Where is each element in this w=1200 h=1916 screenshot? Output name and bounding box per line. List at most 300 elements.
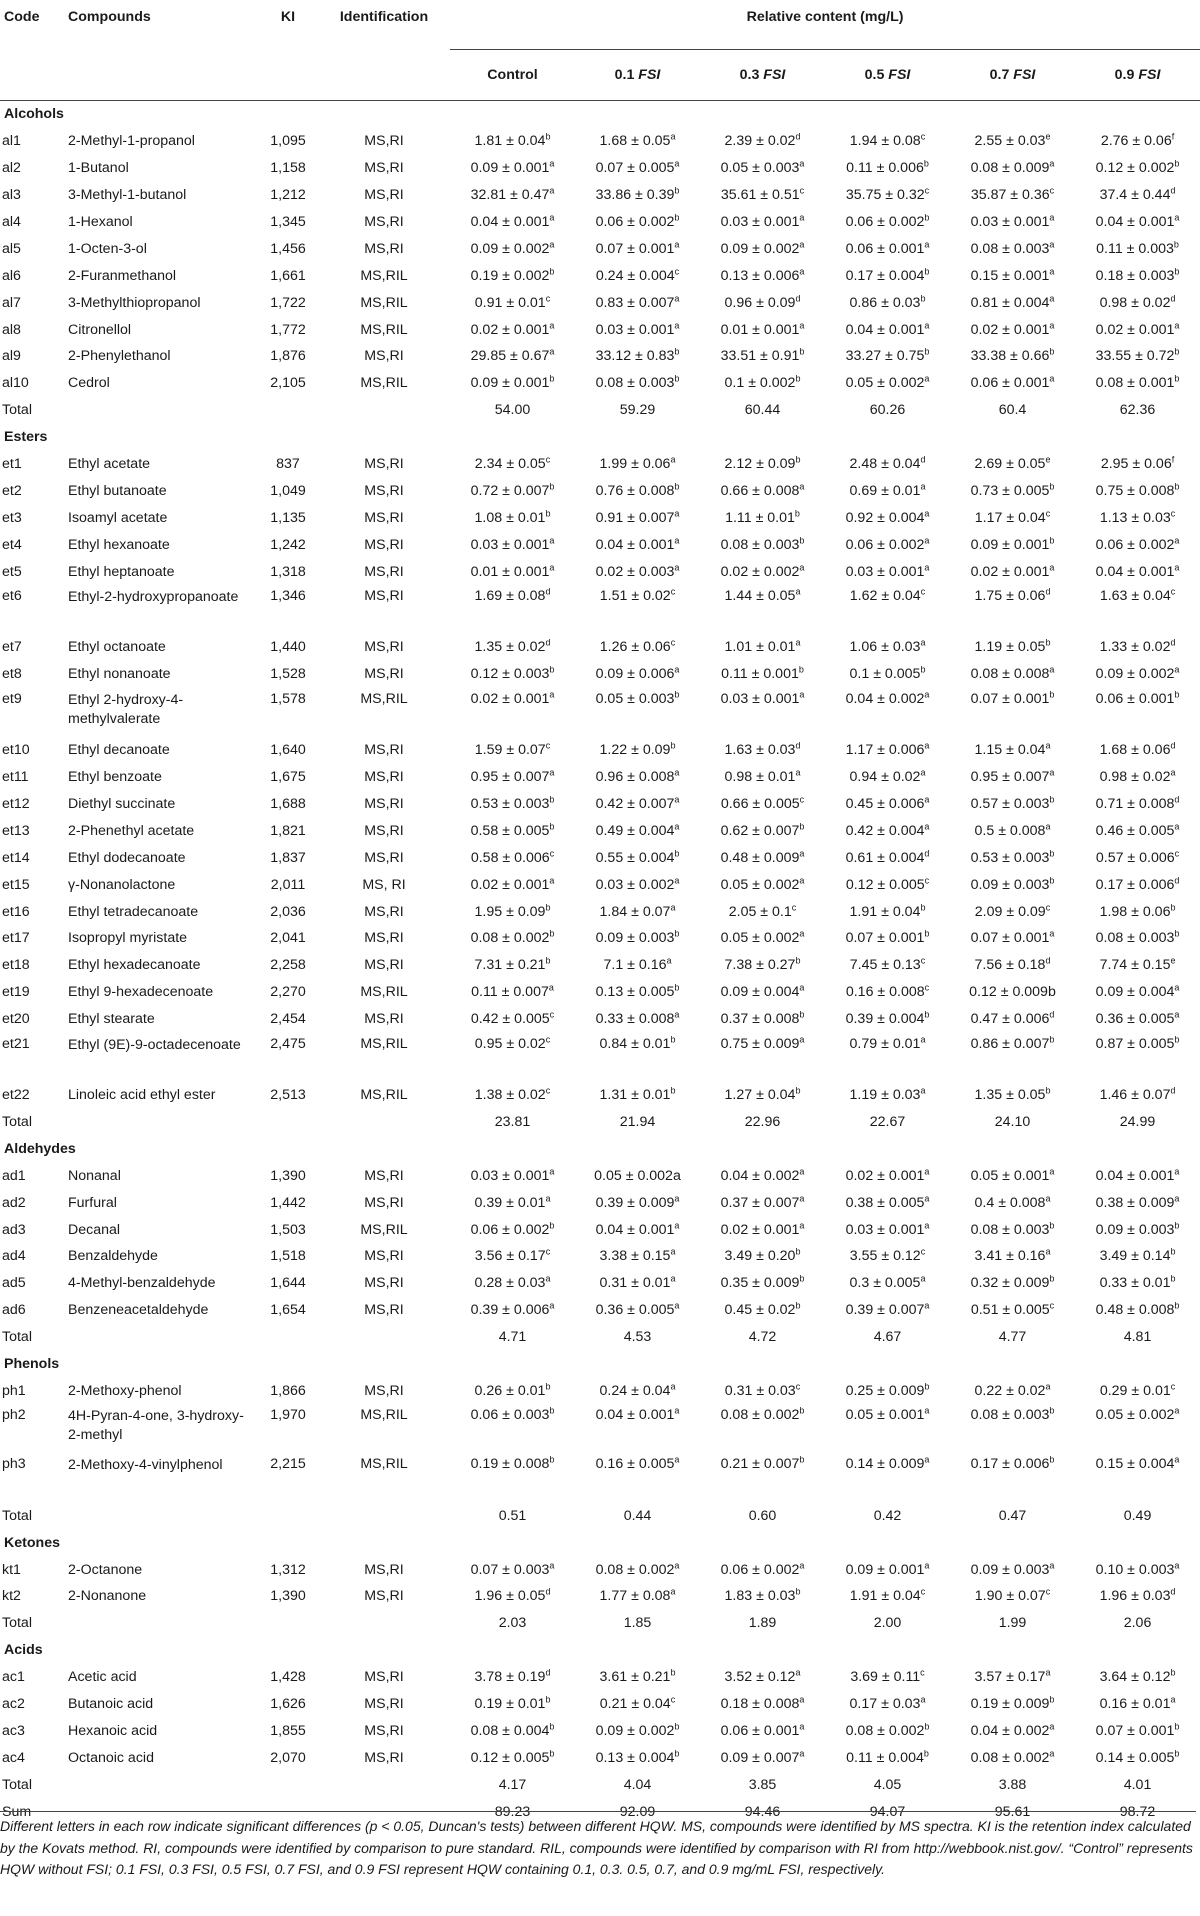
table-row [0, 634, 1200, 661]
empty-cell [258, 1324, 318, 1351]
content-value [575, 316, 700, 343]
section-header-row [0, 1529, 1200, 1556]
significance-letter: b [545, 1694, 551, 1705]
table-row [0, 585, 1200, 634]
kovats-index: 1,158 [270, 160, 306, 177]
section-title: Aldehydes [4, 1140, 76, 1157]
significance-letter: d [1170, 740, 1176, 751]
significance-letter: a [799, 848, 805, 859]
significance-letter: a [799, 874, 805, 885]
content-value [700, 504, 825, 531]
content-value [1075, 558, 1200, 585]
significance-letter: a [799, 239, 805, 250]
kovats-index: 1,866 [270, 1382, 306, 1399]
table-row [0, 817, 1200, 844]
value-text: 0.11 ± 0.001 [721, 666, 799, 683]
value-text: 0.25 ± 0.009 [845, 1382, 925, 1399]
table-row [0, 316, 1200, 343]
identification-method: MS,RI [364, 348, 404, 365]
value-text: 0.13 ± 0.006 [720, 267, 800, 284]
value-text: 0.95 ± 0.02 [474, 1035, 546, 1052]
sum-value: 94.46 [744, 1803, 781, 1820]
content-value [950, 661, 1075, 688]
significance-letter: a [920, 1033, 926, 1044]
content-value [700, 1556, 825, 1583]
compound-code: et22 [2, 1087, 30, 1104]
compound-code: ad2 [2, 1194, 26, 1211]
significance-letter: b [549, 821, 555, 832]
content-value [1075, 128, 1200, 155]
content-value [825, 1556, 950, 1583]
content-value [950, 1162, 1075, 1189]
empty-cell [64, 1324, 258, 1351]
value-text: 0.14 ± 0.005 [1095, 1749, 1175, 1766]
kovats-index: 2,070 [270, 1749, 306, 1766]
significance-letter: a [674, 158, 680, 169]
significance-letter: a [799, 158, 805, 169]
significance-letter: a [799, 928, 805, 939]
content-value [950, 531, 1075, 558]
total-value: 60.26 [869, 402, 906, 419]
significance-letter: b [1045, 1085, 1051, 1096]
compound-name: Ethyl hexadecanoate [68, 957, 201, 974]
content-value [1075, 182, 1200, 209]
content-value [700, 1664, 825, 1691]
total-value: 0.51 [498, 1507, 527, 1524]
compound-name: Ethyl acetate [68, 456, 151, 473]
value-text: 0.11 ± 0.003 [1096, 240, 1174, 257]
significance-letter: a [1174, 1454, 1180, 1465]
content-value [450, 128, 575, 155]
value-text: 0.15 ± 0.004 [1095, 1456, 1175, 1473]
content-value [1075, 764, 1200, 791]
significance-letter: b [549, 266, 555, 277]
significance-letter: c [920, 131, 926, 142]
value-text: 33.12 ± 0.83 [595, 348, 675, 365]
content-value [575, 1162, 700, 1189]
value-text: 1.35 ± 0.02 [474, 639, 546, 656]
value-text: 0.09 ± 0.004 [720, 984, 800, 1001]
value-text: 0.09 ± 0.006 [595, 666, 675, 683]
total-label: Total [2, 1776, 32, 1793]
value-text: 0.07 ± 0.001 [595, 240, 675, 257]
content-value [825, 1664, 950, 1691]
content-value [575, 504, 700, 531]
empty-cell [258, 397, 318, 424]
content-value [950, 1270, 1075, 1297]
identification-method: MS,RI [364, 1669, 404, 1686]
content-value [950, 1243, 1075, 1270]
value-text: 0.38 ± 0.009 [1095, 1194, 1175, 1211]
total-value: 4.67 [873, 1329, 902, 1346]
significance-letter: c [1045, 1586, 1051, 1597]
value-text: 0.06 ± 0.002 [720, 1561, 800, 1578]
content-value [575, 1717, 700, 1744]
ki-header: KI [280, 9, 296, 25]
compounds-header: Compounds [68, 9, 151, 25]
content-value [700, 1243, 825, 1270]
significance-letter: c [920, 1246, 926, 1257]
value-text: 3.49 ± 0.14 [1099, 1248, 1171, 1265]
content-value [950, 155, 1075, 182]
significance-letter: e [1045, 131, 1051, 142]
content-value [575, 1744, 700, 1771]
value-text: 0.09 ± 0.002 [470, 240, 550, 257]
compound-code: ad6 [2, 1302, 26, 1319]
significance-letter: b [1174, 158, 1180, 169]
value-text: 0.04 ± 0.002 [845, 690, 925, 707]
content-value [700, 871, 825, 898]
kovats-index: 1,528 [270, 666, 306, 683]
content-value [950, 1006, 1075, 1033]
content-value [575, 844, 700, 871]
significance-letter: a [1174, 1009, 1180, 1020]
kovats-index: 1,390 [270, 1588, 306, 1605]
significance-letter: a [1170, 1694, 1176, 1705]
significance-letter: b [1174, 373, 1180, 384]
value-text: 1.01 ± 0.01 [724, 639, 796, 656]
content-value [450, 1691, 575, 1718]
value-text: 0.21 ± 0.04 [599, 1695, 671, 1712]
total-label: Total [2, 1507, 32, 1524]
table-row [0, 979, 1200, 1006]
content-value [700, 1744, 825, 1771]
compound-code: al1 [2, 133, 21, 150]
significance-letter: d [545, 586, 551, 597]
value-text: 7.74 ± 0.15 [1099, 957, 1171, 974]
kovats-index: 1,318 [270, 563, 306, 580]
total-label: Total [2, 1329, 32, 1346]
header-row-2 [0, 50, 1200, 101]
content-value [825, 952, 950, 979]
significance-letter: c [924, 874, 930, 885]
identification-method: MS,RIL [360, 294, 408, 311]
significance-letter: b [1049, 848, 1055, 859]
identification-method: MS,RI [364, 160, 404, 177]
content-value [825, 316, 950, 343]
value-text: 0.87 ± 0.005 [1095, 1035, 1175, 1052]
value-text: 33.38 ± 0.66 [970, 348, 1050, 365]
value-text: 1.27 ± 0.04 [724, 1087, 796, 1104]
content-value [1075, 634, 1200, 661]
identification-method: MS,RI [364, 482, 404, 499]
significance-letter: b [794, 508, 800, 519]
significance-letter: b [549, 1219, 555, 1230]
identification-method: MS,RIL [360, 690, 408, 707]
value-text: 1.83 ± 0.03 [724, 1588, 796, 1605]
value-text: 1.63 ± 0.04 [1099, 588, 1171, 605]
significance-letter: a [549, 689, 555, 700]
value-text: 0.09 ± 0.002 [595, 1722, 675, 1739]
value-text: 0.17 ± 0.03 [849, 1695, 921, 1712]
value-text: 0.36 ± 0.005 [595, 1302, 675, 1319]
significance-letter: b [799, 1454, 805, 1465]
table-header [0, 0, 1200, 101]
table-row [0, 1583, 1200, 1610]
content-value [700, 343, 825, 370]
identification-method: MS,RI [364, 1695, 404, 1712]
significance-letter: a [674, 1454, 680, 1465]
value-text: 1.68 ± 0.06 [1099, 742, 1171, 759]
significance-letter: b [795, 1085, 801, 1096]
compound-code: et11 [2, 769, 29, 786]
value-text: 0.08 ± 0.004 [470, 1722, 550, 1739]
significance-letter: b [924, 212, 930, 223]
sum-label: Sum [2, 1803, 32, 1820]
value-text: 0.02 ± 0.001 [470, 321, 550, 338]
value-text: 35.61 ± 0.51 [720, 187, 800, 204]
kovats-index: 1,456 [270, 240, 306, 257]
value-text: 7.56 ± 0.18 [974, 957, 1046, 974]
compound-code: ac1 [2, 1669, 25, 1686]
significance-letter: a [549, 319, 555, 330]
value-text: 0.91 ± 0.007 [595, 509, 675, 526]
significance-letter: b [799, 346, 805, 357]
compound-name: 2-Phenethyl acetate [68, 822, 195, 839]
significance-letter: b [674, 689, 680, 700]
table-row [0, 688, 1200, 737]
significance-letter: a [795, 637, 801, 648]
total-value: 22.96 [744, 1113, 781, 1130]
content-value [575, 235, 700, 262]
identification-method: MS,RIL [360, 1035, 408, 1052]
significance-letter: b [1174, 1748, 1180, 1759]
value-text: 0.11 ± 0.006 [846, 160, 924, 177]
value-text: 33.51 ± 0.91 [720, 348, 800, 365]
content-value [450, 343, 575, 370]
identification-method: MS,RI [364, 133, 404, 150]
value-text: 0.19 ± 0.002 [470, 267, 550, 284]
significance-letter: c [545, 1246, 551, 1257]
content-value [825, 1453, 950, 1502]
table-row [0, 1691, 1200, 1718]
content-value [450, 155, 575, 182]
significance-letter: c [1170, 1381, 1176, 1392]
value-text: 0.57 ± 0.006 [1095, 849, 1175, 866]
value-text: 0.03 ± 0.002 [595, 876, 675, 893]
total-value: 4.17 [498, 1776, 527, 1793]
content-value [450, 558, 575, 585]
content-value [950, 952, 1075, 979]
empty-cell [318, 1109, 450, 1136]
identification-method: MS,RI [364, 639, 404, 656]
content-value [1075, 871, 1200, 898]
table-row [0, 871, 1200, 898]
content-value [575, 1189, 700, 1216]
section-title: Ketones [4, 1534, 60, 1551]
value-text: 0.03 ± 0.001 [845, 1221, 925, 1238]
significance-letter: a [924, 1405, 930, 1416]
identification-method: MS,RI [364, 1722, 404, 1739]
content-value [575, 262, 700, 289]
value-text: 0.19 ± 0.01 [474, 1695, 546, 1712]
value-text: 3.41 ± 0.16 [974, 1248, 1046, 1265]
significance-letter: a [674, 1405, 680, 1416]
compound-code: et1 [2, 456, 22, 473]
value-text: 3.56 ± 0.17 [474, 1248, 546, 1265]
significance-letter: c [795, 1381, 801, 1392]
value-text: 0.08 ± 0.002 [595, 1561, 675, 1578]
significance-letter: a [670, 1586, 676, 1597]
table-row [0, 791, 1200, 818]
compound-name: Cedrol [68, 375, 110, 392]
value-text: 1.63 ± 0.03 [724, 742, 796, 759]
significance-letter: d [1174, 794, 1180, 805]
total-row [0, 397, 1200, 424]
content-value [700, 925, 825, 952]
significance-letter: b [545, 1381, 551, 1392]
value-text: 0.37 ± 0.008 [720, 1011, 800, 1028]
total-value: 1.89 [748, 1615, 777, 1632]
significance-letter: a [674, 239, 680, 250]
content-value [950, 558, 1075, 585]
total-value: 24.99 [1119, 1113, 1156, 1130]
value-text: 0.07 ± 0.003 [470, 1561, 550, 1578]
content-value [450, 504, 575, 531]
content-value [825, 235, 950, 262]
value-text: 0.08 ± 0.002 [720, 1407, 800, 1424]
kovats-index: 1,661 [270, 267, 306, 284]
table-row [0, 1162, 1200, 1189]
content-value [700, 817, 825, 844]
content-value [825, 1377, 950, 1404]
kovats-index: 2,011 [270, 876, 306, 893]
content-value [1075, 209, 1200, 236]
group-header-0.7: 0.7 FSI [989, 67, 1036, 83]
value-text: 0.08 ± 0.008 [970, 666, 1050, 683]
table-row [0, 844, 1200, 871]
kovats-index: 1,640 [270, 742, 306, 759]
total-row [0, 1109, 1200, 1136]
significance-letter: a [1049, 292, 1055, 303]
content-value [950, 1377, 1075, 1404]
significance-letter: b [1049, 689, 1055, 700]
significance-letter: b [1049, 1219, 1055, 1230]
identification-method: MS,RIL [360, 1456, 408, 1473]
value-text: 0.96 ± 0.09 [724, 294, 796, 311]
kovats-index: 1,345 [270, 214, 306, 230]
significance-letter: b [795, 373, 801, 384]
total-row [0, 1502, 1200, 1529]
significance-letter: d [1049, 1009, 1055, 1020]
content-value [825, 737, 950, 764]
value-text: 1.26 ± 0.06 [599, 639, 671, 656]
significance-letter: c [920, 1586, 926, 1597]
value-text: 0.02 ± 0.001 [970, 321, 1050, 338]
content-value [825, 370, 950, 397]
value-text: 0.05 ± 0.001 [970, 1167, 1050, 1184]
content-value [700, 451, 825, 478]
content-value [575, 871, 700, 898]
content-value [1075, 235, 1200, 262]
total-label: Total [2, 1113, 32, 1130]
compound-code: ad5 [2, 1275, 26, 1292]
content-value [825, 1404, 950, 1453]
content-value [575, 1664, 700, 1691]
significance-letter: a [674, 1559, 680, 1570]
content-value [450, 585, 575, 634]
value-text: 3.55 ± 0.12 [849, 1248, 921, 1265]
value-text: 1.17 ± 0.04 [974, 509, 1046, 526]
significance-letter: b [923, 1748, 929, 1759]
significance-letter: c [920, 586, 926, 597]
value-text: 0.08 ± 0.002 [970, 1749, 1050, 1766]
content-value [700, 1270, 825, 1297]
kovats-index: 2,036 [270, 903, 306, 920]
empty-cell [64, 397, 258, 424]
value-text: 0.02 ± 0.001 [845, 1167, 925, 1184]
content-value [575, 1243, 700, 1270]
content-value [700, 952, 825, 979]
total-value: 59.29 [619, 402, 656, 419]
identification-method: MS,RIL [360, 1407, 408, 1424]
compound-code: ac4 [2, 1749, 25, 1766]
significance-letter: a [799, 1559, 805, 1570]
value-text: 0.07 ± 0.001 [970, 930, 1050, 947]
content-value [825, 262, 950, 289]
significance-letter: d [920, 454, 926, 465]
significance-letter: d [1170, 292, 1176, 303]
value-text: 0.76 ± 0.008 [595, 482, 675, 499]
content-value [450, 477, 575, 504]
significance-letter: a [674, 821, 680, 832]
table-row [0, 1453, 1200, 1502]
significance-letter: a [674, 664, 680, 675]
kovats-index: 1,654 [270, 1302, 306, 1319]
total-value: 0.44 [623, 1507, 652, 1524]
content-value [450, 1664, 575, 1691]
significance-letter: b [1170, 1246, 1176, 1257]
significance-letter: c [549, 1009, 555, 1020]
significance-letter: a [920, 637, 926, 648]
content-value [825, 688, 950, 737]
kovats-index: 1,970 [270, 1407, 306, 1424]
content-value [450, 451, 575, 478]
content-value [1075, 1556, 1200, 1583]
significance-letter: d [545, 1667, 551, 1678]
significance-letter: a [799, 481, 805, 492]
content-value [575, 952, 700, 979]
value-text: 1.84 ± 0.07 [599, 903, 671, 920]
content-value [950, 128, 1075, 155]
value-text: 0.84 ± 0.01 [599, 1035, 671, 1052]
value-text: 0.06 ± 0.002 [595, 214, 675, 230]
identification-method: MS,RI [364, 1302, 404, 1319]
content-value [950, 209, 1075, 236]
value-text: 0.98 ± 0.02 [1099, 769, 1171, 786]
content-value [825, 155, 950, 182]
significance-letter: b [795, 1246, 801, 1257]
value-text: 0.05 ± 0.002 [720, 930, 800, 947]
significance-letter: d [1045, 586, 1051, 597]
identification-method: MS,RIL [360, 375, 408, 392]
relative-content-header: Relative content (mg/L) [450, 0, 1200, 50]
kovats-index: 1,626 [270, 1695, 306, 1712]
value-text: 0.09 ± 0.001 [845, 1561, 925, 1578]
content-value [1075, 1377, 1200, 1404]
compound-code: et8 [2, 666, 22, 683]
significance-letter: b [1049, 1694, 1055, 1705]
content-value [825, 1691, 950, 1718]
significance-letter: b [674, 928, 680, 939]
empty-cell [258, 1109, 318, 1136]
significance-letter: a [924, 1192, 930, 1203]
content-value [825, 1744, 950, 1771]
content-value [700, 585, 825, 634]
content-value [450, 737, 575, 764]
value-text: 1.38 ± 0.02 [474, 1087, 546, 1104]
value-text: 0.12 ± 0.009b [969, 984, 1056, 1001]
